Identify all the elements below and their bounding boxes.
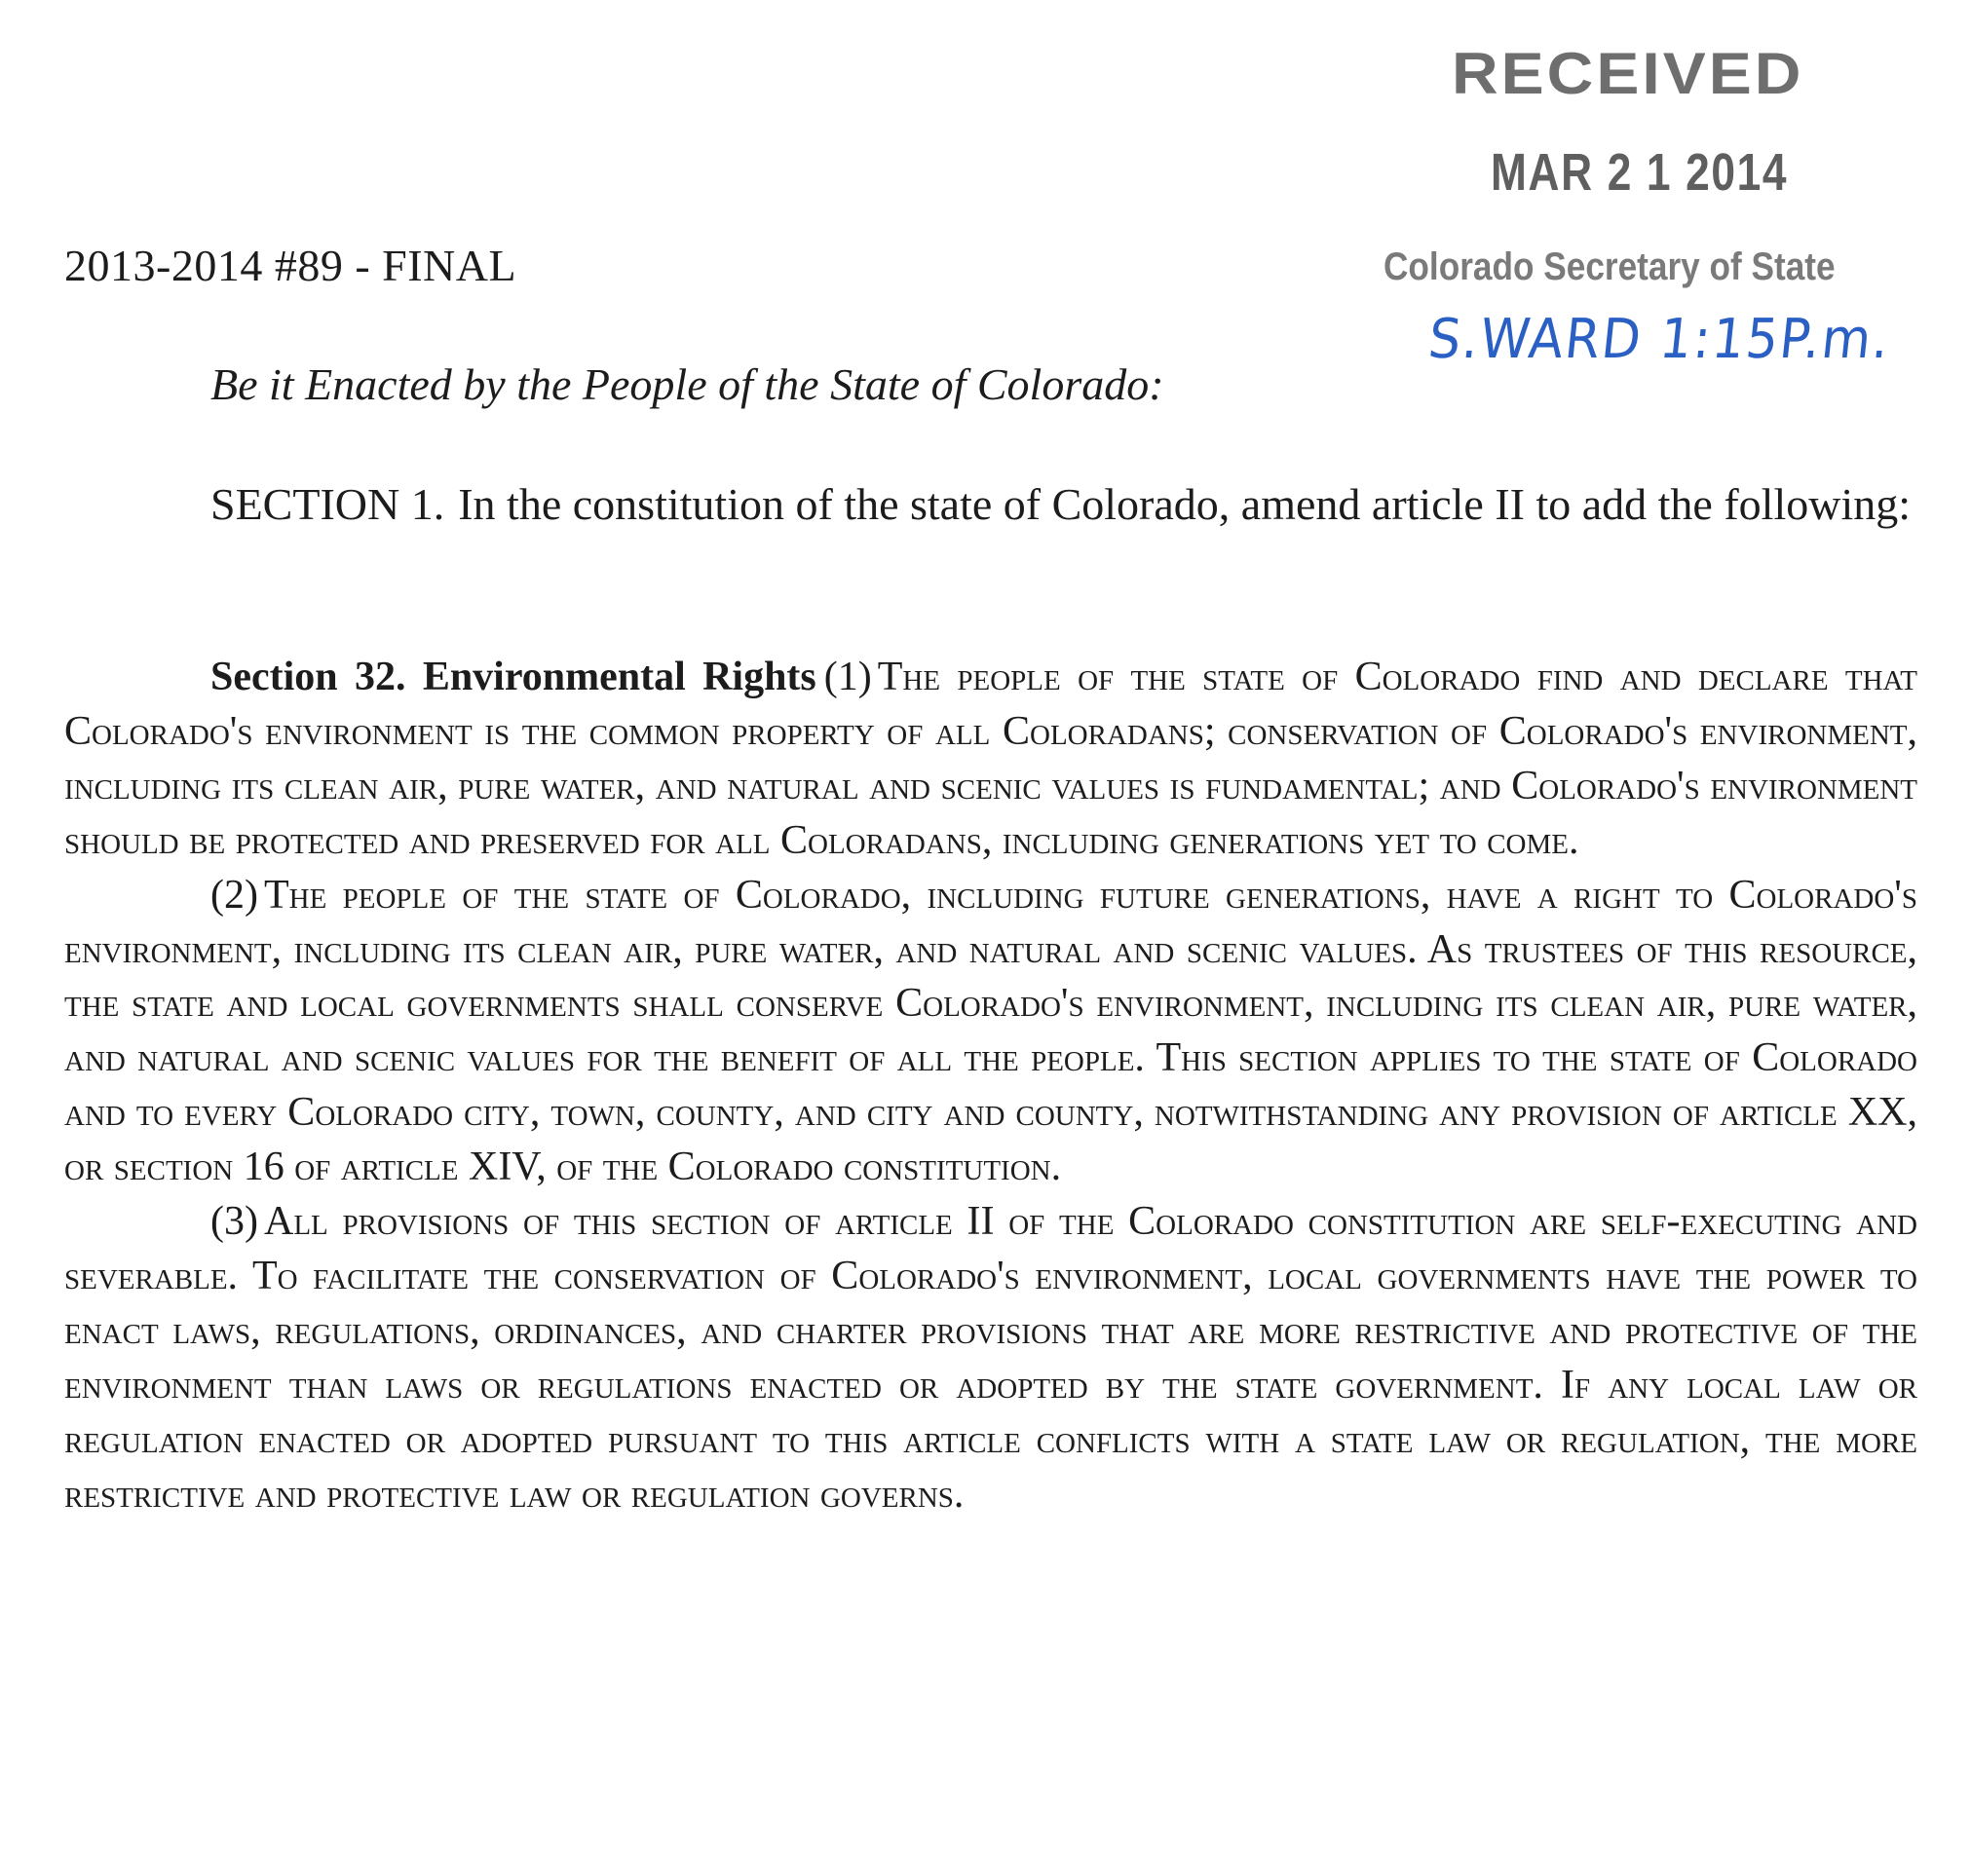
paragraph-1 (64, 651, 1917, 869)
stamp-date: MAR 2 1 2014 (1491, 143, 1789, 202)
paragraph-1-number: (1) (823, 655, 872, 699)
section-1 (64, 475, 1917, 534)
paragraph-3 (64, 1195, 1917, 1521)
paragraph-1-text: The people of the state of Colorado find and declare that Colorado's environment is the common property of all Coloradans; conservation of Colorado's environment, including its clean air, pure water, and natural and scenic values is fundamental; and Colorado's environment should be protected and preserved for all Coloradans, including generations yet to come. (64, 655, 1917, 863)
handwritten-signature: S.WARD 1:15P.m. (1425, 308, 1894, 371)
stamp-office: Colorado Secretary of State (1383, 245, 1836, 288)
paragraph-2 (64, 869, 1917, 1195)
section-1-text: In the constitution of the state of Colorado, amend article II to add the following: (458, 479, 1912, 529)
section-32 (64, 651, 1917, 1522)
paragraph-3-text: All provisions of this section of article II of the Colorado constitution are self-executing and severable. To facilitate the conservation of Colorado's environment, local governments have the power to enact laws, regulations, ordinances, and charter provisions that are more restrictive and protective of the environment than laws or regulations enacted or adopted by the state government. If any local law or regulation enacted or adopted pursuant to this article conflicts with a state law or regulation, the more restrictive and protective law or regulation governs. (64, 1199, 1917, 1517)
paragraph-2-text: The people of the state of Colorado, including future generations, have a right to Colorado's environment, including its clean air, pure water, and natural and scenic values. As trustees of this resource, the state and local governments shall conserve Colorado's environment, including its clean air, pure water, and natural and scenic values for the benefit of all the people. This section applies to the state of Colorado and to every Colorado city, town, county, and city and county, notwithstanding any provision of article XX, or section 16 of article XIV, of the Colorado constitution. (64, 872, 1917, 1190)
paragraph-3-number: (3) (210, 1199, 258, 1245)
enacting-clause: Be it Enacted by the People of the State of Colorado: (210, 359, 1164, 409)
received-stamp (1335, 39, 1894, 371)
stamp-received-label: RECEIVED (1452, 39, 1804, 106)
section-32-heading: Section 32. Environmental Rights (210, 655, 816, 699)
section-1-label: SECTION 1. (210, 479, 445, 529)
document-id: 2013-2014 #89 - FINAL (64, 241, 517, 290)
paragraph-2-number: (2) (210, 872, 258, 918)
